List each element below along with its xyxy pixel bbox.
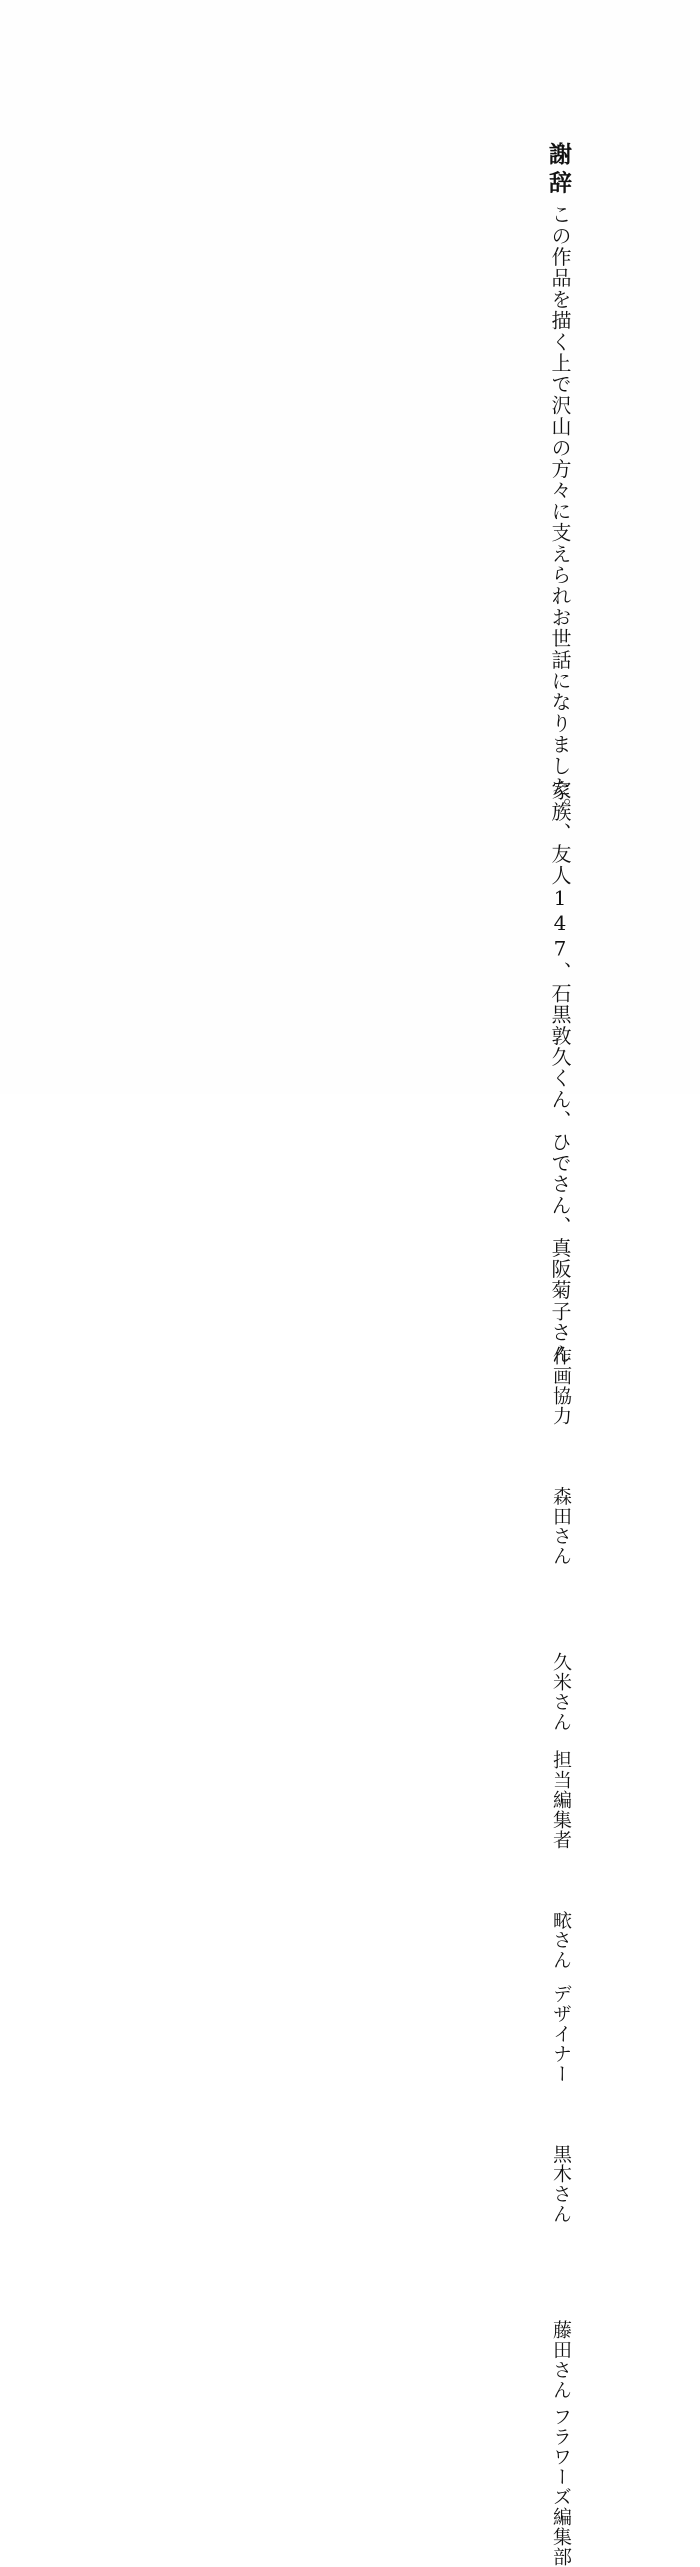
credit-line xyxy=(551,1970,570,2224)
credit-line xyxy=(551,1732,570,1970)
vertical-text-block xyxy=(521,120,572,2567)
acknowledgement-names: 家族、友人147、石黒敦久くん、ひでさん、真阪菊子さん xyxy=(548,780,572,1365)
credit-role: デザイナー xyxy=(550,1983,572,2084)
credit-line xyxy=(551,2224,570,2400)
credit-name: 藤田さん xyxy=(550,2319,572,2400)
credit-line xyxy=(551,2399,570,2567)
credit-name: 畩さん xyxy=(550,1909,572,1970)
credit-line xyxy=(551,1566,570,1732)
page-title: 謝辞 xyxy=(545,142,572,199)
credit-role: 担当編集者 xyxy=(550,1749,572,1850)
credit-name: 久米さん xyxy=(550,1652,572,1732)
credit-line xyxy=(551,1320,570,1566)
credit-name: 森田さん xyxy=(550,1486,572,1567)
acknowledgement-paragraph: この作品を描く上で沢山の方々に支えられお世話になりました。 xyxy=(548,204,572,819)
credit-name: 黒木さん xyxy=(550,2143,572,2224)
credit-role: 作画協力 xyxy=(550,1346,572,1426)
credit-role: フラワーズ編集部 xyxy=(550,2407,572,2567)
